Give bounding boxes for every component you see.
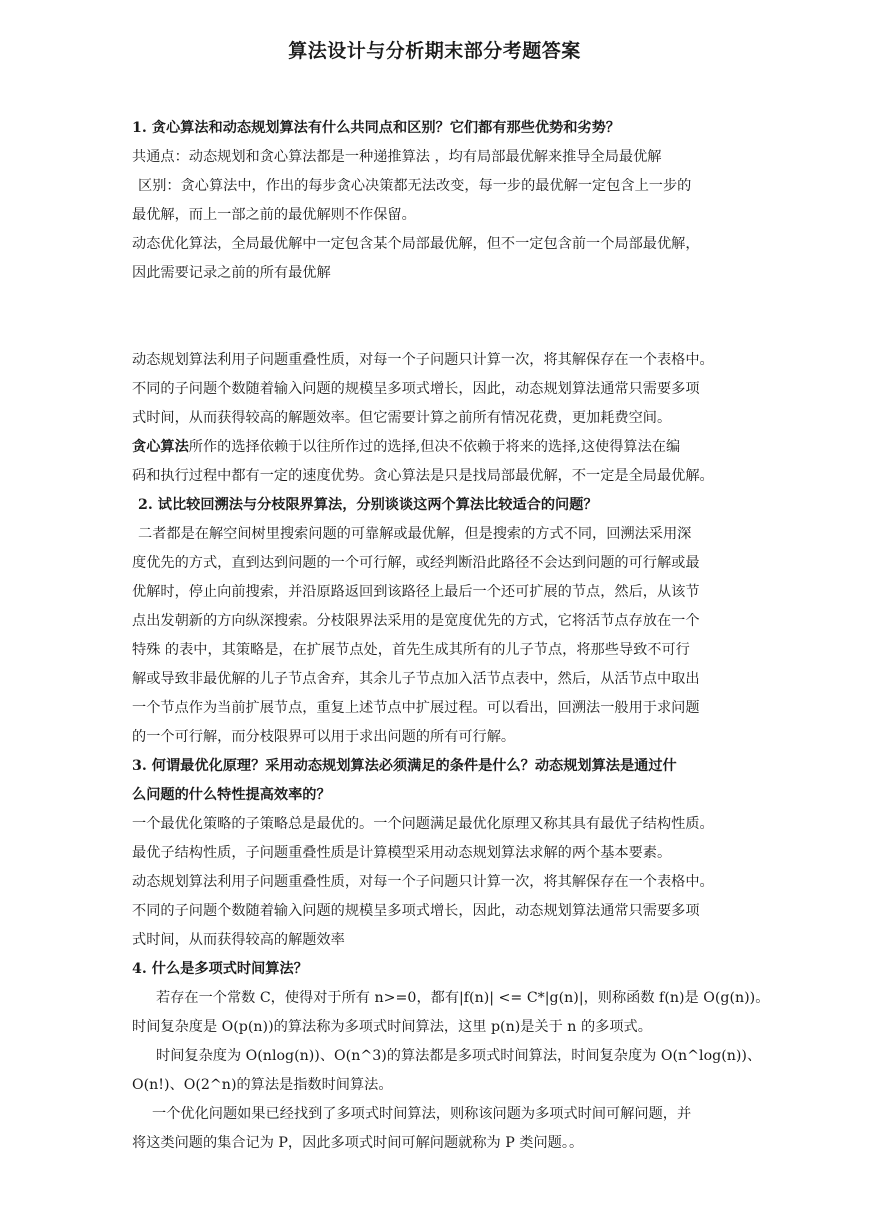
- paragraph-line-greedy: [132, 433, 744, 462]
- paragraph-line: 解或导致非最优解的儿子节点舍弃，其余儿子节点加入活节点表中，然后，从活节点中取出: [132, 671, 700, 687]
- paragraph-line: 不同的子问题个数随着输入问题的规模呈多项式增长，因此，动态规划算法通常只需要多项: [132, 903, 700, 919]
- paragraph-line: 的一个可行解，而分枝限界可以用于求出问题的所有可行解。: [132, 729, 516, 745]
- paragraph-line: 码和执行过程中都有一定的速度优势。贪心算法是只是找局部最优解，不一定是全局最优解。: [132, 468, 714, 484]
- paragraph-line: 动态规划算法利用子问题重叠性质，对每一个子问题只计算一次，将其解保存在一个表格中。: [132, 352, 714, 368]
- greedy-text: 所作的选择依赖于以往所作过的选择,但决不依赖于将来的选择,这使得算法在编: [188, 439, 681, 455]
- paragraph-line: 特殊 的表中，其策略是，在扩展节点处，首先生成其所有的儿子节点，将那些导致不可行: [132, 642, 690, 658]
- paragraph-line: O(n!)、O(2^n)的算法是指数时间算法。: [132, 1077, 393, 1093]
- paragraph-line: 不同的子问题个数随着输入问题的规模呈多项式增长，因此，动态规划算法通常只需要多项: [132, 381, 700, 397]
- paragraph-line: 式时间，从而获得较高的解题效率: [132, 932, 345, 948]
- paragraph-gap: [132, 288, 744, 346]
- paragraph-line: 度优先的方式，直到达到问题的一个可行解，或经判断沿此路径不会达到问题的可行解或最: [132, 555, 700, 571]
- question-4: 4. 什么是多项式时间算法？: [132, 961, 308, 977]
- paragraph-line: 共通点：动态规划和贪心算法都是一种递推算法 ，均有局部最优解来推导全局最优解: [132, 149, 662, 165]
- paragraph-line: 因此需要记录之前的所有最优解: [132, 265, 331, 281]
- question-2: 2. 试比较回溯法与分枝限界算法，分别谈谈这两个算法比较适合的问题？: [138, 497, 598, 513]
- question-1: 1. 贪心算法和动态规划算法有什么共同点和区别？它们都有那些优势和劣势？: [132, 120, 620, 136]
- paragraph-line: 动态优化算法，全局最优解中一定包含某个局部最优解，但不一定包含前一个局部最优解，: [132, 236, 700, 252]
- paragraph-line: 优解时，停止向前搜索，并沿原路返回到该路径上最后一个还可扩展的节点，然后，从该节: [132, 584, 700, 600]
- paragraph-line: 最优子结构性质，子问题重叠性质是计算模型采用动态规划算法求解的两个基本要素。: [132, 845, 672, 861]
- paragraph-line: 区别：贪心算法中，作出的每步贪心决策都无法改变，每一步的最优解一定包含上一步的: [138, 178, 692, 194]
- paragraph-line: 一个节点作为当前扩展节点，重复上述节点中扩展过程。可以看出，回溯法一般用于求问题: [132, 700, 700, 716]
- paragraph-line: 时间复杂度是 O(p(n))的算法称为多项式时间算法，这里 p(n)是关于 n 的多项式。: [132, 1019, 652, 1035]
- paragraph-line: 点出发朝新的方向纵深搜索。分枝限界法采用的是宽度优先的方式，它将活节点存放在一个: [132, 613, 700, 629]
- paragraph-line: 式时间，从而获得较高的解题效率。但它需要计算之前所有情况花费，更加耗费空间。: [132, 410, 672, 426]
- paragraph-line: 二者都是在解空间树里搜索问题的可靠解或最优解，但是搜索的方式不同，回溯法采用深: [138, 526, 692, 542]
- document-title: 算法设计与分析期末部分考题答案: [288, 40, 581, 62]
- question-3: 3. 何谓最优化原理？采用动态规划算法必须满足的条件是什么？动态规划算法是通过什: [132, 758, 677, 774]
- paragraph-line: 若存在一个常数 C，使得对于所有 n>=0，都有|f(n)| <= C*|g(n)|，则称函数 f(n)是 O(g(n))。: [156, 990, 770, 1006]
- paragraph-line: 将这类问题的集合记为 P，因此多项式时间可解问题就称为 P 类问题。。: [132, 1135, 584, 1151]
- document-body: [132, 114, 770, 1158]
- greedy-term: 贪心算法: [132, 439, 189, 455]
- paragraph-line: 最优解，而上一部之前的最优解则不作保留。: [132, 207, 416, 223]
- paragraph-line: 一个最优化策略的子策略总是最优的。一个问题满足最优化原理又称其具有最优子结构性质。: [132, 816, 714, 832]
- paragraph-line: 动态规划算法利用子问题重叠性质，对每一个子问题只计算一次，将其解保存在一个表格中。: [132, 874, 714, 890]
- paragraph-line: 时间复杂度为 O(nlog(n))、O(n^3)的算法都是多项式时间算法，时间复杂度为 O(n^log(n))、: [156, 1048, 762, 1064]
- question-3-continued: 么问题的什么特性提高效率的？: [132, 787, 331, 803]
- paragraph-line: 一个优化问题如果已经找到了多项式时间算法，则称该问题为多项式时间可解问题，并: [152, 1106, 692, 1122]
